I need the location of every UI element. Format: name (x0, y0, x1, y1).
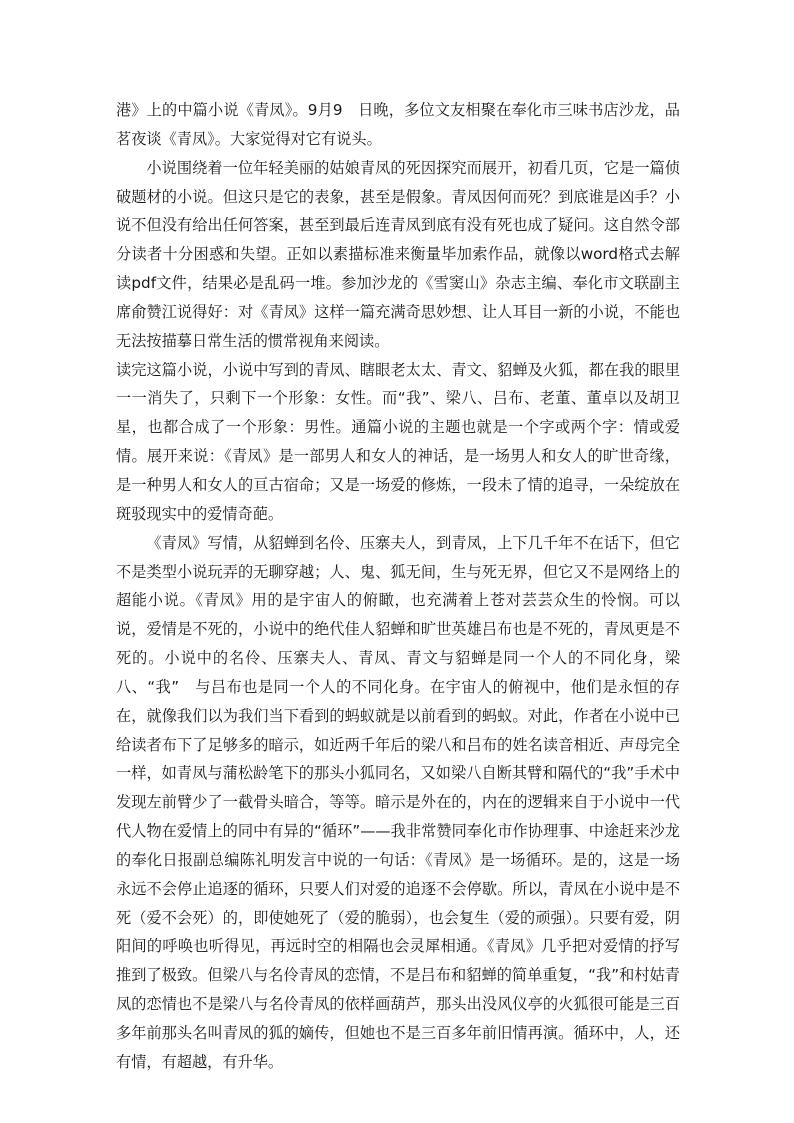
paragraph-2: 小说围绕着一位年轻美丽的姑娘青凤的死因探究而展开，初看几页，它是一篇侦破题材的小说。但这只是它的表象，甚至是假象。青凤因何而死？到底谁是凶手？小说不但没有给出任何答案，甚至到最后连青凤到底有没有死也成了疑问。这自然令部分读者十分困惑和失望。正如以素描标准来衡量毕加索作品，就像以word格式去解读pdf文件，结果必是乱码一堆。参加沙龙的《雪窦山》杂志主编、奉化市文联副主席俞赞江说得好：对《青凤》这样一篇充满奇思妙想、让人耳目一新的小说，不能也无法按描摹日常生活的惯常视角来阅读。 (116, 158, 680, 350)
paragraph-1: 港》上的中篇小说《青凤》。9月9 日晚，多位文友相聚在奉化市三味书店沙龙，品茗夜谈《青凤》。大家觉得对它有说头。 (116, 101, 680, 148)
paragraph-4: 《青凤》写情，从貂蝉到名伶、压寨夫人，到青凤，上下几千年不在话下，但它不是类型小说玩弄的无聊穿越；人、鬼、狐无间，生与死无界，但它又不是网络上的超能小说。《青凤》用的是宇宙人的俯瞰，也充满着上苍对芸芸众生的怜悯。可以说，爱情是不死的，小说中的绝代佳人貂蝉和旷世英雄吕布也是不死的，青凤更是不死的。小说中的名伶、压寨夫人、青凤、青文与貂蝉是同一个人的不同化身，梁八、“我” 与吕布也是同一个人的不同化身。在宇宙人的俯视中，他们是永恒的存在，就像我们以为我们当下看到的蚂蚁就是以前看到的蚂蚁。对此，作者在小说中已给读者布下了足够多的暗示，如近两千年后的梁八和吕布的姓名读音相近、声母完全一样，如青凤与蒲松龄笔下的那头小狐同名，又如梁八自断其臂和隔代的“我”手术中发现左前臂少了一截骨头暗合，等等。暗示是外在的，内在的逻辑来自于小说中一代代人物在爱情上的同中有异的“循环”——我非常赞同奉化市作协理事、中途赶来沙龙的奉化日报副总编陈礼明发言中说的一句话：《青凤》是一场循环。是的，这是一场永远不会停止追逐的循环，只要人们对爱的追逐不会停歇。所以，青凤在小说中是不死（爱不会死）的，即使她死了（爱的脆弱），也会复生（爱的顽强）。只要有爱，阴阳间的呼唤也听得见，再远时空的相隔也会灵犀相通。《青凤》几乎把对爱情的抒写推到了极致。但梁八与名伶青凤的恋情，不是吕布和貂蝉的简单重复，“我”和村姑青凤的恋情也不是梁八与名伶青凤的依样画葫芦，那头出没风仪亭的火狐很可能是三百多年前那头名叫青凤的狐的嫡传，但她也不是三百多年前旧情再演。循环中，人，还有情，有超越，有升华。 (116, 533, 680, 1071)
article-body (116, 96, 680, 1077)
paragraph-3: 读完这篇小说，小说中写到的青凤、瞎眼老太太、青文、貂蝉及火狐，都在我的眼里一一消失了，只剩下一个形象：女性。而“我”、梁八、吕布、老董、董卓以及胡卫星，也都合成了一个形象：男性。通篇小说的主题也就是一个字或两个字：情或爱情。展开来说：《青凤》是一部男人和女人的神话，是一场男人和女人的旷世奇缘，是一种男人和女人的亘古宿命；又是一场爱的修炼，一段未了情的追寻，一朵绽放在斑驳现实中的爱情奇葩。 (116, 360, 680, 523)
